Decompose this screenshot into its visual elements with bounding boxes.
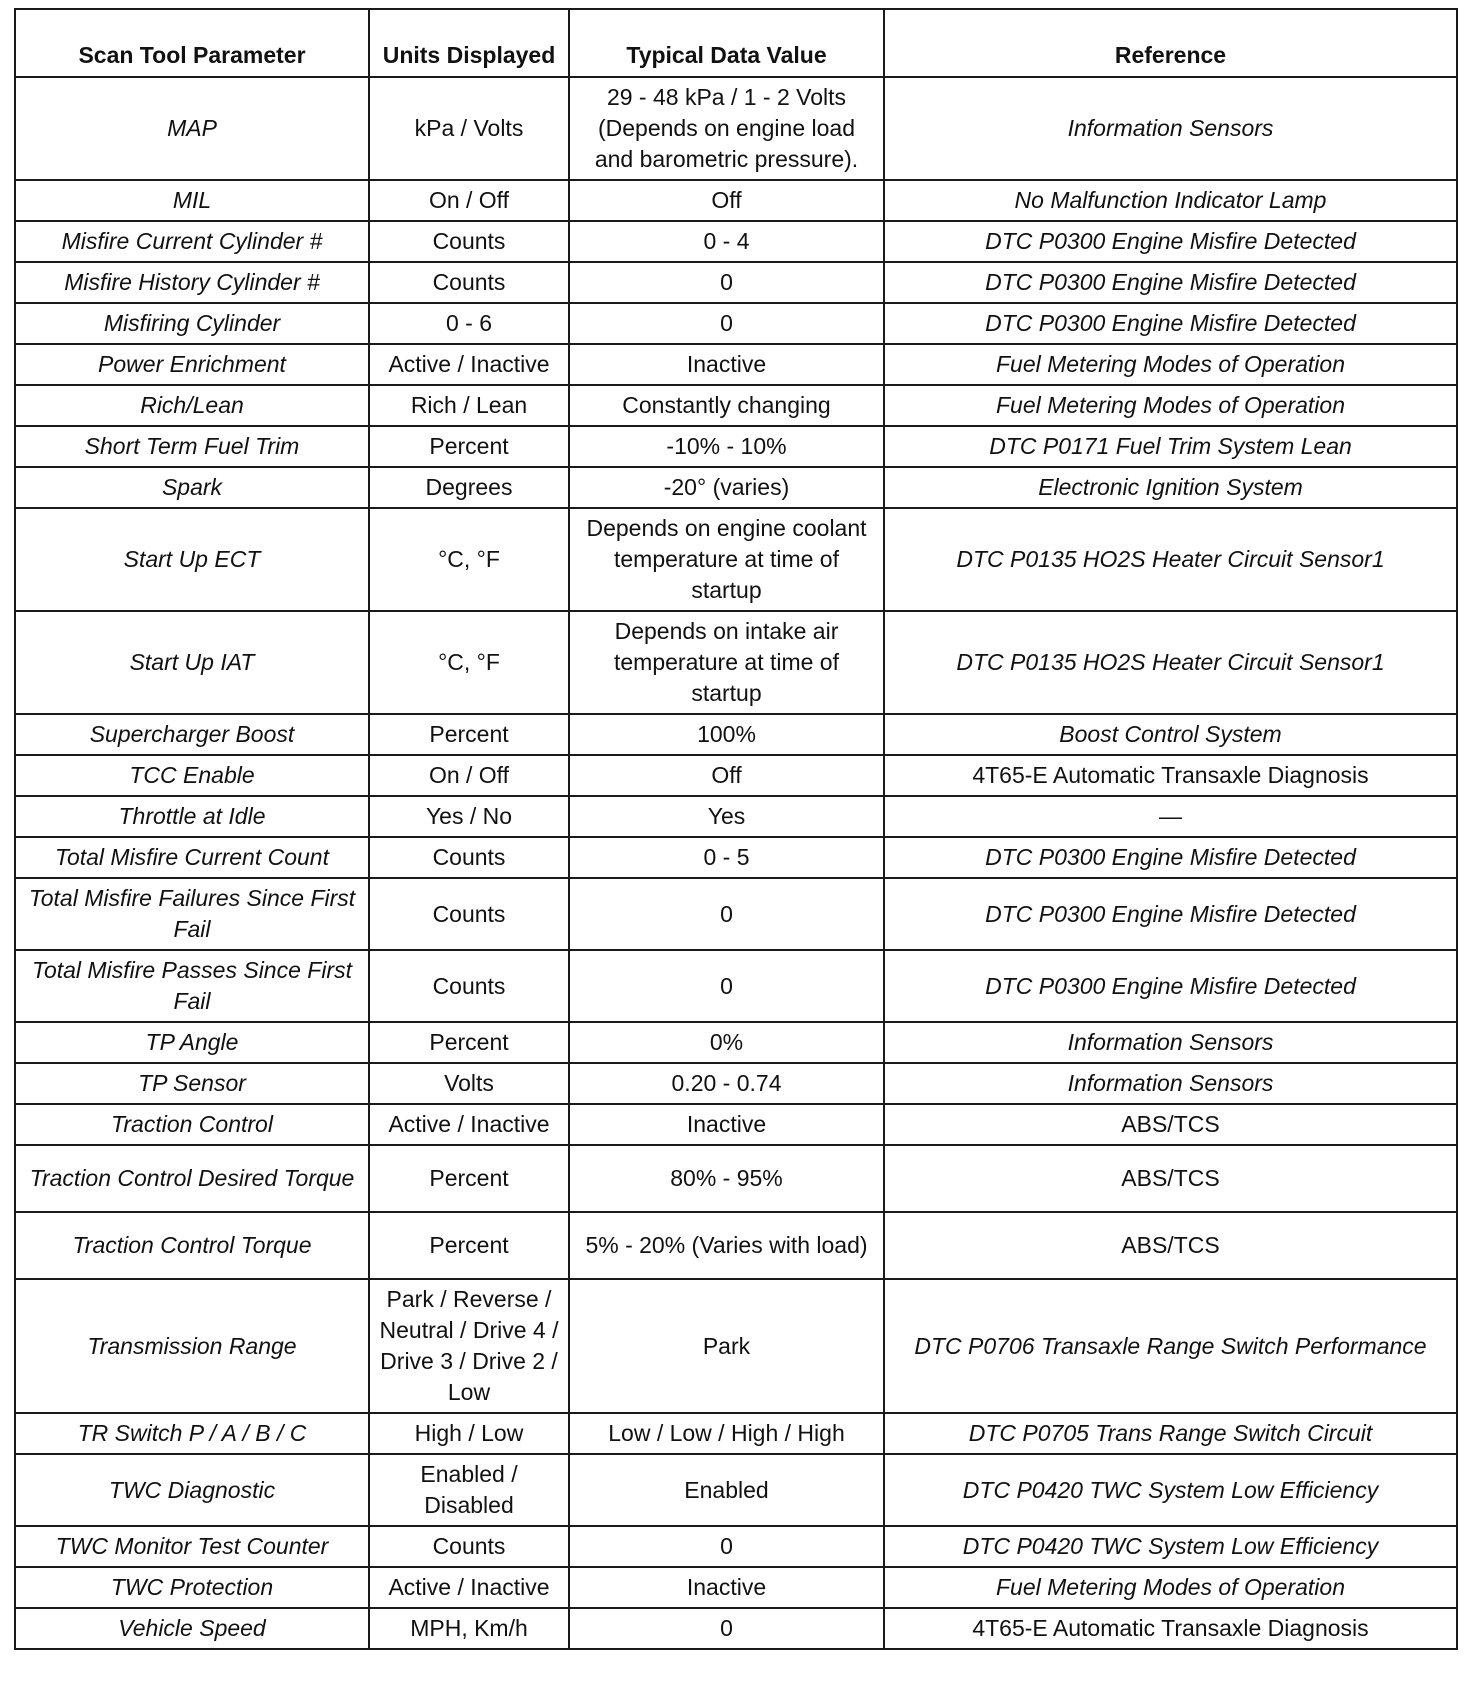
typical-cell: 0% xyxy=(569,1022,884,1063)
reference-cell: DTC P0300 Engine Misfire Detected xyxy=(884,262,1457,303)
parameter-cell: TWC Diagnostic xyxy=(15,1454,369,1526)
reference-cell: Information Sensors xyxy=(884,77,1457,180)
reference-cell: DTC P0135 HO2S Heater Circuit Sensor1 xyxy=(884,508,1457,611)
reference-cell: Information Sensors xyxy=(884,1022,1457,1063)
parameter-cell: TCC Enable xyxy=(15,755,369,796)
typical-cell: -20° (varies) xyxy=(569,467,884,508)
table-row xyxy=(15,1526,1457,1567)
parameter-cell: Traction Control Desired Torque xyxy=(15,1145,369,1212)
units-cell: 0 - 6 xyxy=(369,303,569,344)
table-row xyxy=(15,1104,1457,1145)
table-row xyxy=(15,1145,1457,1212)
units-cell: Percent xyxy=(369,714,569,755)
reference-cell: DTC P0300 Engine Misfire Detected xyxy=(884,303,1457,344)
reference-cell: DTC P0300 Engine Misfire Detected xyxy=(884,878,1457,950)
reference-cell: Information Sensors xyxy=(884,1063,1457,1104)
parameter-cell: Vehicle Speed xyxy=(15,1608,369,1649)
table-row xyxy=(15,426,1457,467)
parameter-cell: MIL xyxy=(15,180,369,221)
table-row xyxy=(15,508,1457,611)
parameter-cell: Supercharger Boost xyxy=(15,714,369,755)
table-row xyxy=(15,262,1457,303)
reference-cell: Boost Control System xyxy=(884,714,1457,755)
units-cell: kPa / Volts xyxy=(369,77,569,180)
table-header-row xyxy=(15,9,1457,77)
table-row xyxy=(15,1413,1457,1454)
reference-cell: Fuel Metering Modes of Operation xyxy=(884,1567,1457,1608)
units-cell: Counts xyxy=(369,950,569,1022)
parameter-cell: Misfiring Cylinder xyxy=(15,303,369,344)
units-cell: Percent xyxy=(369,1022,569,1063)
typical-cell: Enabled xyxy=(569,1454,884,1526)
parameter-cell: Transmission Range xyxy=(15,1279,369,1413)
units-cell: Volts xyxy=(369,1063,569,1104)
table-row xyxy=(15,1212,1457,1279)
typical-cell: 0 - 4 xyxy=(569,221,884,262)
typical-cell: Low / Low / High / High xyxy=(569,1413,884,1454)
units-cell: Counts xyxy=(369,837,569,878)
units-cell: Yes / No xyxy=(369,796,569,837)
table-row xyxy=(15,837,1457,878)
reference-cell: DTC P0300 Engine Misfire Detected xyxy=(884,221,1457,262)
parameter-cell: MAP xyxy=(15,77,369,180)
typical-cell: 0 xyxy=(569,303,884,344)
parameter-cell: Start Up IAT xyxy=(15,611,369,714)
typical-cell: Off xyxy=(569,755,884,796)
header-reference: Reference xyxy=(884,9,1457,77)
scan-tool-parameter-table xyxy=(14,8,1458,1650)
units-cell: Percent xyxy=(369,426,569,467)
parameter-cell: Traction Control Torque xyxy=(15,1212,369,1279)
units-cell: Counts xyxy=(369,221,569,262)
typical-cell: Constantly changing xyxy=(569,385,884,426)
typical-cell: Yes xyxy=(569,796,884,837)
typical-cell: 0 xyxy=(569,950,884,1022)
units-cell: Percent xyxy=(369,1212,569,1279)
units-cell: On / Off xyxy=(369,755,569,796)
typical-cell: 0 xyxy=(569,878,884,950)
table-row xyxy=(15,467,1457,508)
typical-cell: 0 xyxy=(569,1608,884,1649)
parameter-cell: Traction Control xyxy=(15,1104,369,1145)
table-row xyxy=(15,611,1457,714)
parameter-cell: Power Enrichment xyxy=(15,344,369,385)
reference-cell: 4T65-E Automatic Transaxle Diagnosis xyxy=(884,1608,1457,1649)
parameter-cell: TWC Monitor Test Counter xyxy=(15,1526,369,1567)
table-row xyxy=(15,180,1457,221)
units-cell: Enabled / Disabled xyxy=(369,1454,569,1526)
units-cell: Active / Inactive xyxy=(369,1104,569,1145)
typical-cell: 100% xyxy=(569,714,884,755)
table-row xyxy=(15,714,1457,755)
parameter-cell: Throttle at Idle xyxy=(15,796,369,837)
parameter-cell: Total Misfire Current Count xyxy=(15,837,369,878)
table-row xyxy=(15,77,1457,180)
table-row xyxy=(15,1022,1457,1063)
table-row xyxy=(15,221,1457,262)
header-typical: Typical Data Value xyxy=(569,9,884,77)
table-row xyxy=(15,303,1457,344)
reference-cell: ABS/TCS xyxy=(884,1145,1457,1212)
typical-cell: 0.20 - 0.74 xyxy=(569,1063,884,1104)
parameter-cell: Misfire History Cylinder # xyxy=(15,262,369,303)
table-row xyxy=(15,755,1457,796)
reference-cell: DTC P0420 TWC System Low Efficiency xyxy=(884,1526,1457,1567)
reference-cell: Electronic Ignition System xyxy=(884,467,1457,508)
table-row xyxy=(15,1567,1457,1608)
parameter-cell: TR Switch P / A / B / C xyxy=(15,1413,369,1454)
reference-cell: DTC P0171 Fuel Trim System Lean xyxy=(884,426,1457,467)
units-cell: Counts xyxy=(369,878,569,950)
units-cell: Park / Reverse / Neutral / Drive 4 / Drive 3 / Drive 2 / Low xyxy=(369,1279,569,1413)
table-row xyxy=(15,1454,1457,1526)
typical-cell: Inactive xyxy=(569,1104,884,1145)
units-cell: MPH, Km/h xyxy=(369,1608,569,1649)
reference-cell: 4T65-E Automatic Transaxle Diagnosis xyxy=(884,755,1457,796)
table-row xyxy=(15,385,1457,426)
reference-cell: DTC P0705 Trans Range Switch Circuit xyxy=(884,1413,1457,1454)
table-row xyxy=(15,796,1457,837)
units-cell: Degrees xyxy=(369,467,569,508)
table-row xyxy=(15,1063,1457,1104)
units-cell: Counts xyxy=(369,1526,569,1567)
typical-cell: Depends on engine coolant temperature at time of startup xyxy=(569,508,884,611)
typical-cell: 80% - 95% xyxy=(569,1145,884,1212)
typical-cell: 0 xyxy=(569,1526,884,1567)
units-cell: Counts xyxy=(369,262,569,303)
units-cell: °C, °F xyxy=(369,508,569,611)
parameter-cell: TP Sensor xyxy=(15,1063,369,1104)
table-row xyxy=(15,950,1457,1022)
reference-cell: DTC P0300 Engine Misfire Detected xyxy=(884,837,1457,878)
units-cell: °C, °F xyxy=(369,611,569,714)
reference-cell: Fuel Metering Modes of Operation xyxy=(884,344,1457,385)
units-cell: Active / Inactive xyxy=(369,344,569,385)
typical-cell: Inactive xyxy=(569,1567,884,1608)
table-row xyxy=(15,344,1457,385)
table-row xyxy=(15,878,1457,950)
reference-cell: ABS/TCS xyxy=(884,1104,1457,1145)
typical-cell: 5% - 20% (Varies with load) xyxy=(569,1212,884,1279)
table-row xyxy=(15,1608,1457,1649)
header-parameter: Scan Tool Parameter xyxy=(15,9,369,77)
parameter-cell: Start Up ECT xyxy=(15,508,369,611)
parameter-cell: Total Misfire Failures Since First Fail xyxy=(15,878,369,950)
parameter-cell: Misfire Current Cylinder # xyxy=(15,221,369,262)
reference-cell: DTC P0300 Engine Misfire Detected xyxy=(884,950,1457,1022)
units-cell: High / Low xyxy=(369,1413,569,1454)
parameter-cell: Rich/Lean xyxy=(15,385,369,426)
table-row xyxy=(15,1279,1457,1413)
typical-cell: 0 - 5 xyxy=(569,837,884,878)
reference-cell: ABS/TCS xyxy=(884,1212,1457,1279)
typical-cell: -10% - 10% xyxy=(569,426,884,467)
reference-cell: DTC P0135 HO2S Heater Circuit Sensor1 xyxy=(884,611,1457,714)
reference-cell: DTC P0420 TWC System Low Efficiency xyxy=(884,1454,1457,1526)
typical-cell: Depends on intake air temperature at time of startup xyxy=(569,611,884,714)
typical-cell: 0 xyxy=(569,262,884,303)
parameter-cell: TP Angle xyxy=(15,1022,369,1063)
parameter-cell: Spark xyxy=(15,467,369,508)
table-body xyxy=(15,77,1457,1649)
units-cell: Percent xyxy=(369,1145,569,1212)
reference-cell: Fuel Metering Modes of Operation xyxy=(884,385,1457,426)
units-cell: Active / Inactive xyxy=(369,1567,569,1608)
typical-cell: Park xyxy=(569,1279,884,1413)
units-cell: On / Off xyxy=(369,180,569,221)
reference-cell: — xyxy=(884,796,1457,837)
parameter-cell: Short Term Fuel Trim xyxy=(15,426,369,467)
reference-cell: No Malfunction Indicator Lamp xyxy=(884,180,1457,221)
reference-cell: DTC P0706 Transaxle Range Switch Performance xyxy=(884,1279,1457,1413)
parameter-cell: TWC Protection xyxy=(15,1567,369,1608)
header-units: Units Displayed xyxy=(369,9,569,77)
typical-cell: Inactive xyxy=(569,344,884,385)
units-cell: Rich / Lean xyxy=(369,385,569,426)
typical-cell: 29 - 48 kPa / 1 - 2 Volts (Depends on engine load and barometric pressure). xyxy=(569,77,884,180)
parameter-cell: Total Misfire Passes Since First Fail xyxy=(15,950,369,1022)
typical-cell: Off xyxy=(569,180,884,221)
